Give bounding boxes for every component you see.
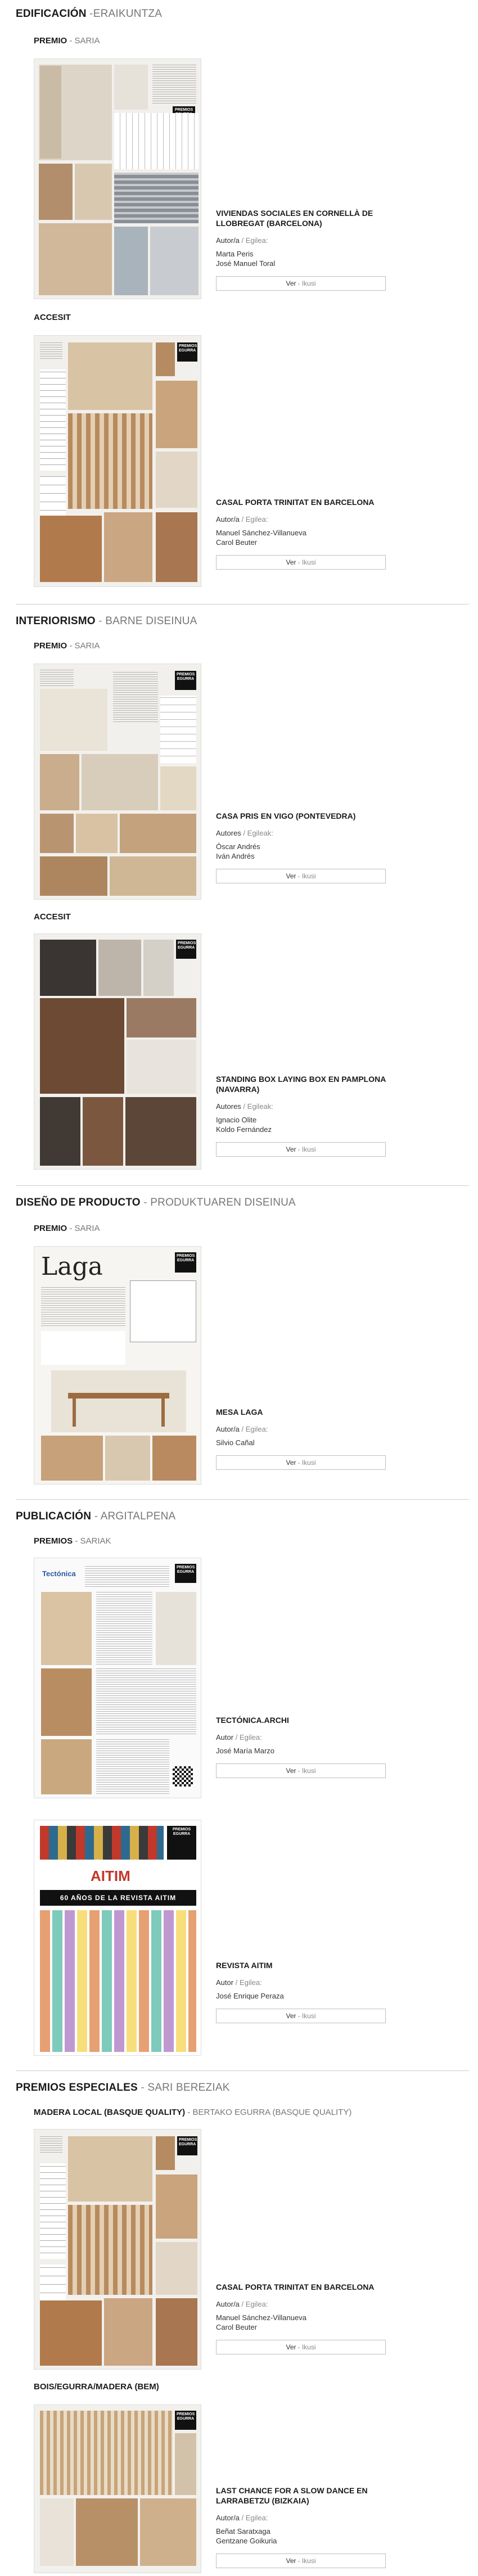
poster-standing-box[interactable] [34,933,201,1170]
entry-last-chance [216,2485,386,2568]
author-names: Manuel Sánchez-Villanueva Carol Beuter [216,529,306,547]
poster-casal-porta-trinitat[interactable] [34,335,201,587]
award-label-premios: PREMIOS - SARIAK [34,1536,111,1546]
laga-wordmark: Laga [41,1252,103,1281]
entry-casal-porta-trinitat-2 [216,2282,386,2354]
author-label: Autor / Egilea: [216,1978,262,1987]
view-button[interactable]: Ver - Ikusi [216,276,386,291]
author-names: José María Marzo [216,1747,275,1755]
section-title-interiorismo: INTERIORISMO - BARNE DISEINUA [16,615,197,627]
view-button[interactable]: Ver - Ikusi [216,1142,386,1157]
premios-logo: PREMIOS EGURRA [175,2411,196,2430]
work-title: CASA PRIS EN VIGO (PONTEVEDRA) [216,811,356,820]
author-label: Autor/a / Egilea: [216,515,268,524]
poster-revista-aitim[interactable] [34,1820,201,2056]
poster-tectonica[interactable] [34,1558,201,1798]
entry-revista-aitim [216,1960,386,2023]
view-button[interactable]: Ver - Ikusi [216,2554,386,2568]
author-label: Autores / Egileak: [216,829,273,837]
poster-viviendas-sociales[interactable] [34,58,201,299]
work-title: TECTÓNICA.ARCHI [216,1716,289,1725]
premios-logo: PREMIOS EGURRA [177,2136,197,2155]
award-label-premio: PREMIO - SARIA [34,36,100,46]
premios-logo: PREMIOS EGURRA [175,1564,196,1583]
section-divider [16,1185,469,1186]
author-label: Autores / Egileak: [216,1102,273,1111]
work-title: REVISTA AITIM [216,1961,273,1970]
work-title: CASAL PORTA TRINITAT EN BARCELONA [216,2282,375,2291]
entry-standing-box [216,1074,386,1157]
section-divider [16,1499,469,1500]
entry-mesa-laga [216,1407,386,1470]
author-label: Autor/a / Egilea: [216,2300,268,2308]
view-button[interactable]: Ver - Ikusi [216,555,386,570]
poster-casa-pris[interactable] [34,664,201,900]
award-label-bois-egurra-madera: BOIS/EGURRA/MADERA (BEM) [34,2382,159,2392]
premios-logo: PREMIOS EGURRA [175,671,196,690]
author-label: Autor/a / Egilea: [216,1425,268,1433]
premios-logo: PREMIOS EGURRA [175,1252,196,1273]
view-button[interactable]: Ver - Ikusi [216,1455,386,1470]
author-names: Beñat Saratxaga Gentzane Goikuria [216,2527,277,2545]
author-names: Óscar Andrés Iván Andrés [216,842,260,860]
entry-casal-porta-trinitat [216,497,386,570]
view-button[interactable]: Ver - Ikusi [216,2340,386,2354]
award-label-premio: PREMIO - SARIA [34,1224,100,1233]
tectonica-wordmark: Tectónica [42,1569,76,1578]
author-names: Silvio Cañal [216,1438,255,1447]
author-label: Autor/a / Egilea: [216,236,268,245]
entry-tectonica [216,1715,386,1778]
section-title-diseno-producto: DISEÑO DE PRODUCTO - PRODUKTUAREN DISEINUA [16,1197,296,1208]
award-label-madera-local: MADERA LOCAL (BASQUE QUALITY) - BERTAKO EGURRA (BASQUE QUALITY) [34,2108,352,2117]
work-title: VIVIENDAS SOCIALES EN CORNELLÀ DE LLOBREGAT (BARCELONA) [216,209,373,228]
premios-logo: PREMIOS EGURRA [177,342,197,362]
work-title: LAST CHANCE FOR A SLOW DANCE EN LARRABETZU (BIZKAIA) [216,2486,368,2505]
poster-mesa-laga[interactable] [34,1246,201,1485]
author-names: José Enrique Peraza [216,1992,284,2000]
award-label-accesit: ACCESIT [34,313,71,322]
section-divider [16,2070,469,2071]
entry-viviendas-sociales [216,208,386,291]
work-title: STANDING BOX LAYING BOX EN PAMPLONA (NAVARRA) [216,1075,386,1094]
award-label-accesit: ACCESIT [34,912,71,922]
section-title-premios-especiales: PREMIOS ESPECIALES - SARI BEREZIAK [16,2082,230,2094]
premios-logo: PREMIOS [173,106,195,125]
entry-casa-pris [216,811,386,883]
author-names: Manuel Sánchez-Villanueva Carol Beuter [216,2313,306,2331]
aitim-logo: AITIM [91,1867,130,1884]
view-button[interactable]: Ver - Ikusi [216,2009,386,2023]
view-button[interactable]: Ver - Ikusi [216,869,386,883]
author-label: Autor/a / Egilea: [216,2514,268,2522]
work-title: CASAL PORTA TRINITAT EN BARCELONA [216,498,375,507]
author-names: Ignacio Olite Koldo Fernández [216,1116,272,1134]
premios-logo: PREMIOS EGURRA [167,1826,196,1860]
author-label: Autor / Egilea: [216,1733,262,1742]
premios-logo: PREMIOS EGURRA [176,940,196,959]
poster-casal-porta-trinitat-2[interactable] [34,2129,201,2370]
author-names: Marta Peris José Manuel Toral [216,250,276,268]
view-button[interactable]: Ver - Ikusi [216,1763,386,1778]
award-label-premio: PREMIO - SARIA [34,641,100,651]
section-title-edificacion: EDIFICACIÓN -ERAIKUNTZA [16,8,163,20]
poster-last-chance[interactable] [34,2404,201,2573]
section-title-publicacion: PUBLICACIÓN - ARGITALPENA [16,1510,176,1522]
work-title: MESA LAGA [216,1407,263,1416]
aitim-banner: 60 AÑOS DE LA REVISTA AITIM [40,1890,196,1906]
